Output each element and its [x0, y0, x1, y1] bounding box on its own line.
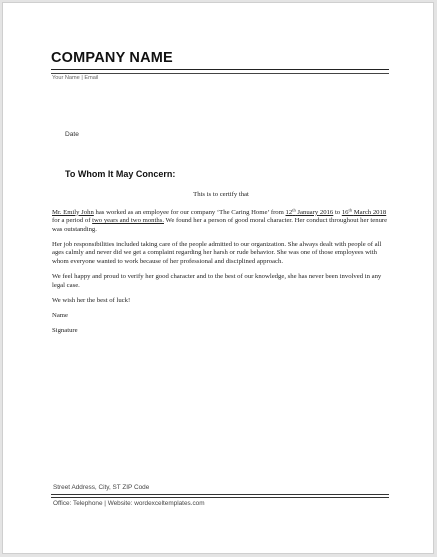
contact-line: Your Name | Email [52, 75, 99, 81]
footer-address: Street Address, City, ST ZIP Code [53, 484, 150, 491]
header-rule-thin [51, 73, 389, 74]
certify-line: This is to certify that [193, 191, 249, 198]
salutation: To Whom It May Concern: [65, 169, 176, 179]
start-year: 2016 [319, 208, 334, 216]
employee-name: Mr. Emily John [52, 208, 94, 216]
signature-label: Signature [52, 327, 78, 335]
end-day: 16 [341, 208, 349, 216]
para1-text-1: has worked as an employee for our company ‘The Caring Home’ from [93, 208, 286, 216]
end-date [342, 209, 386, 216]
start-month: January [297, 208, 319, 216]
letter-page [2, 2, 434, 554]
para1-text-2: to [333, 208, 342, 216]
date-label: Date [65, 131, 79, 138]
start-day: 12 [285, 208, 293, 216]
employment-period: two years and two months. [92, 217, 164, 225]
name-label: Name [52, 311, 68, 319]
para1-text-3: for a period of [52, 217, 93, 225]
company-name: COMPANY NAME [51, 50, 173, 66]
letter-body [52, 191, 390, 342]
para1-text-4: We found her a person of good moral character. Her conduct throughout her tenure was outstanding. [52, 217, 388, 233]
paragraph-character: We feel happy and proud to verify her good character and to the best of our knowledge, she has never been involved in any legal case. [52, 273, 382, 289]
start-date [286, 209, 334, 216]
footer-rule-bottom [51, 497, 389, 498]
paragraph-responsibilities: Her job responsibilities included taking care of the people admitted to our organization. She always dealt with people of all ages calmly and never did we get a complaint regarding her harsh or rude behavior. She was one of those employees with whom everyone wanted to work because of her professional and disciplined approach. [52, 240, 382, 266]
end-day-suffix: th [348, 207, 353, 212]
header-rule-thick [51, 69, 389, 70]
footer-rule-top [51, 494, 389, 495]
paragraph-employment [52, 209, 390, 235]
paragraph-wishes: We wish her the best of luck! [52, 296, 131, 304]
end-month-year: March 2018 [353, 208, 387, 216]
footer-office-line: Office: Telephone | Website: wordexceltemplates.com [53, 500, 205, 507]
start-day-suffix: th [292, 207, 296, 212]
